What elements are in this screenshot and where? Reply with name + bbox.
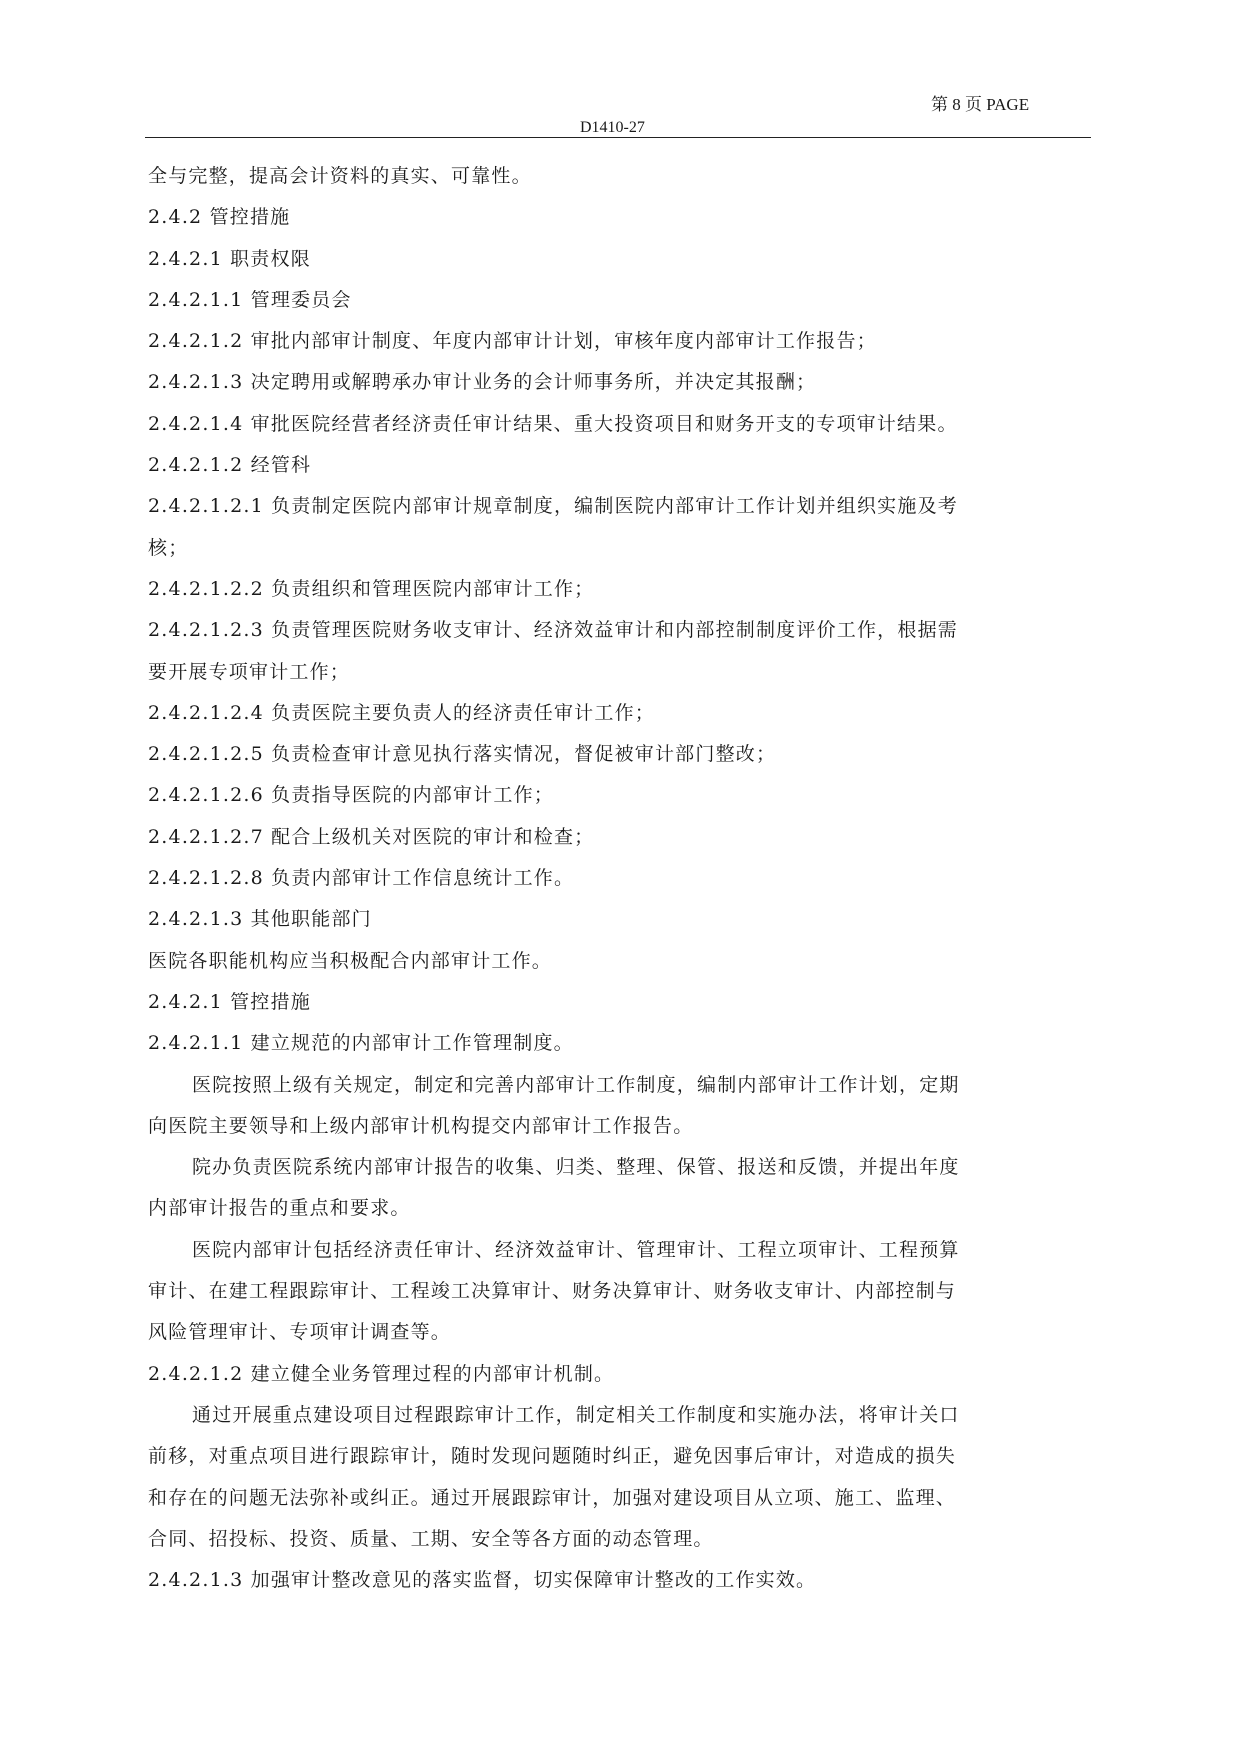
list-item: 2.4.2.1.2 审批内部审计制度、年度内部审计计划，审核年度内部审计工作报告； [148,330,877,353]
paragraph-line: 院办负责医院系统内部审计报告的收集、归类、整理、保管、报送和反馈，并提出年度 [192,1156,960,1179]
paragraph-line: 合同、招投标、投资、质量、工期、安全等各方面的动态管理。 [148,1527,714,1550]
section-heading: 2.4.2.1.3 加强审计整改意见的落实监督，切实保障审计整改的工作实效。 [148,1569,817,1592]
paragraph-line: 审计、在建工程跟踪审计、工程竣工决算审计、财务决算审计、财务收支审计、内部控制与 [148,1280,957,1303]
section-heading: 2.4.2.1.2 建立健全业务管理过程的内部审计机制。 [148,1362,615,1385]
list-item: 2.4.2.1.2.3 负责管理医院财务收支审计、经济效益审计和内部控制制度评价工作，根据需 [148,619,958,642]
section-heading: 2.4.2.1.1 管理委员会 [148,288,352,311]
section-heading: 2.4.2.1 管控措施 [148,990,311,1013]
document-code: D1410-27 [580,119,645,136]
paragraph-line: 医院按照上级有关规定，制定和完善内部审计工作制度，编制内部审计工作计划，定期 [192,1073,960,1096]
list-item: 2.4.2.1.4 审批医院经营者经济责任审计结果、重大投资项目和财务开支的专项审计结果。 [148,412,958,435]
list-item: 2.4.2.1.2.6 负责指导医院的内部审计工作； [148,784,554,807]
paragraph-line: 前移，对重点项目进行跟踪审计，随时发现问题随时纠正，避免因事后审计，对造成的损失 [148,1445,957,1468]
text-line: 核； [148,536,189,559]
text-line: 全与完整，提高会计资料的真实、可靠性。 [148,165,532,187]
section-heading: 2.4.2.1 职责权限 [148,247,311,270]
section-heading: 2.4.2.1.3 其他职能部门 [148,908,372,931]
list-item: 2.4.2.1.2.4 负责医院主要负责人的经济责任审计工作； [148,701,655,724]
text-line: 医院各职能机构应当积极配合内部审计工作。 [148,949,553,972]
paragraph-line: 通过开展重点建设项目过程跟踪审计工作，制定相关工作制度和实施办法，将审计关口 [192,1403,960,1426]
document-body [148,156,1088,1601]
list-item: 2.4.2.1.2.1 负责制定医院内部审计规章制度，编制医院内部审计工作计划并组织实施及考 [148,495,958,518]
section-heading: 2.4.2.1.2 经管科 [148,454,312,477]
list-item: 2.4.2.1.2.5 负责检查审计意见执行落实情况，督促被审计部门整改； [148,743,777,766]
paragraph-line: 内部审计报告的重点和要求。 [148,1197,411,1220]
paragraph-line: 医院内部审计包括经济责任审计、经济效益审计、管理审计、工程立项审计、工程预算 [192,1238,960,1261]
list-item: 2.4.2.1.2.7 配合上级机关对医院的审计和检查； [148,825,595,848]
paragraph-line: 风险管理审计、专项审计调查等。 [148,1321,452,1344]
list-item: 2.4.2.1.2.2 负责组织和管理医院内部审计工作； [148,577,595,600]
list-item: 2.4.2.1.2.8 负责内部审计工作信息统计工作。 [148,867,575,890]
paragraph-line: 向医院主要领导和上级内部审计机构提交内部审计工作报告。 [148,1114,694,1137]
section-heading: 2.4.2.1.1 建立规范的内部审计工作管理制度。 [148,1032,574,1055]
list-item: 2.4.2.1.3 决定聘用或解聘承办审计业务的会计师事务所，并决定其报酬； [148,371,817,394]
text-line: 要开展专项审计工作； [148,660,351,683]
paragraph-line: 和存在的问题无法弥补或纠正。通过开展跟踪审计，加强对建设项目从立项、施工、监理、 [148,1486,957,1509]
header-divider [145,137,1091,138]
page-number-label: 第 8 页 PAGE [931,95,1030,114]
section-heading: 2.4.2 管控措施 [148,206,291,229]
